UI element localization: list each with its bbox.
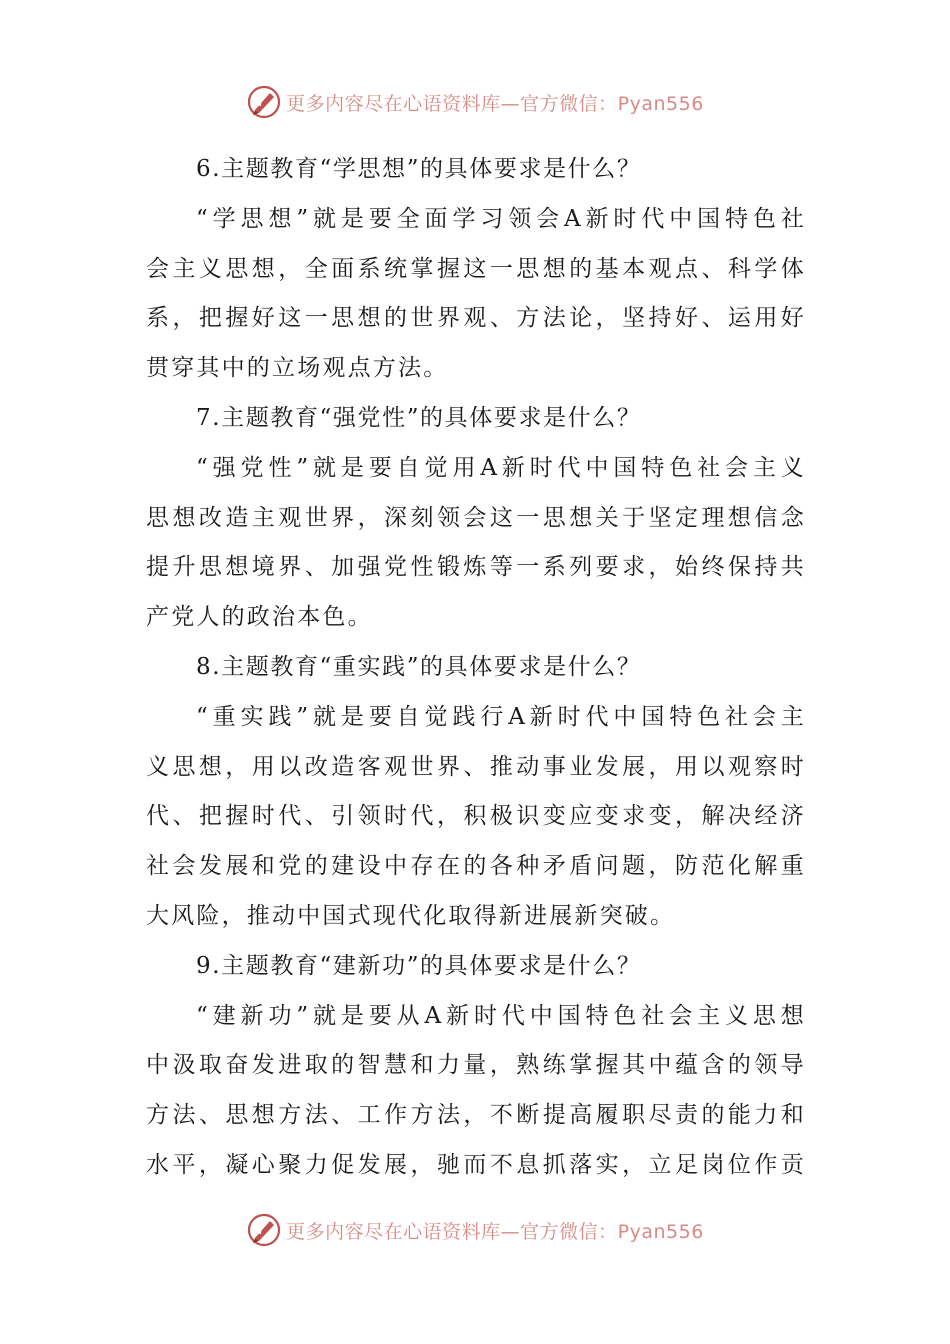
answer-line: 产党人的政治本色。 [146,604,373,631]
answer-line: 方法、思想方法、工作方法，不断提高履职尽责的能力和 [146,1102,806,1129]
answer-line: “强党性”就是要自觉用A新时代中国特色社会主义 [196,454,806,481]
answer-line: 中汲取奋发进取的智慧和力量，熟练掌握其中蕴含的领导 [146,1052,806,1079]
answer-line: 系，把握好这一思想的世界观、方法论，坚持好、运用好 [146,305,806,332]
answer-line: “建新功”就是要从A新时代中国特色社会主义思想 [196,1002,806,1029]
question-heading: 8.主题教育“重实践”的具体要求是什么？ [196,653,642,680]
question-heading: 7.主题教育“强党性”的具体要求是什么？ [196,404,642,431]
answer-line: 会主义思想，全面系统掌握这一思想的基本观点、科学体 [146,255,806,282]
footer-watermark-banner [0,1210,950,1250]
answer-line: 社会发展和党的建设中存在的各种矛盾问题，防范化解重 [146,853,806,880]
header-watermark-text: 更多内容尽在心语资料库—官方微信：Pyan556 [286,92,704,115]
answer-line: “学思想”就是要全面学习领会A新时代中国特色社 [196,205,806,232]
pen-seal-icon [246,1212,282,1248]
answer-line: 大风险，推动中国式现代化取得新进展新突破。 [146,902,676,929]
answer-line: 义思想，用以改造客观世界、推动事业发展，用以观察时 [146,753,806,780]
answer-line: 贯穿其中的立场观点方法。 [146,355,449,382]
answer-line: “重实践”就是要自觉践行A新时代中国特色社会主 [196,703,806,730]
answer-line: 思想改造主观世界，深刻领会这一思想关于坚定理想信念 [146,504,806,531]
answer-line: 代、把握时代、引领时代，积极识变应变求变，解决经济 [146,803,806,830]
question-heading: 9.主题教育“建新功”的具体要求是什么？ [196,952,642,979]
footer-watermark-text: 更多内容尽在心语资料库—官方微信：Pyan556 [286,1220,704,1243]
document-body [146,145,806,1191]
pen-seal-icon [246,84,282,120]
header-watermark-banner [0,82,950,122]
question-heading: 6.主题教育“学思想”的具体要求是什么？ [196,156,642,182]
answer-line: 水平，凝心聚力促发展，驰而不息抓落实，立足岗位作贡 [146,1151,806,1178]
answer-line: 提升思想境界、加强党性锻炼等一系列要求，始终保持共 [146,554,806,581]
